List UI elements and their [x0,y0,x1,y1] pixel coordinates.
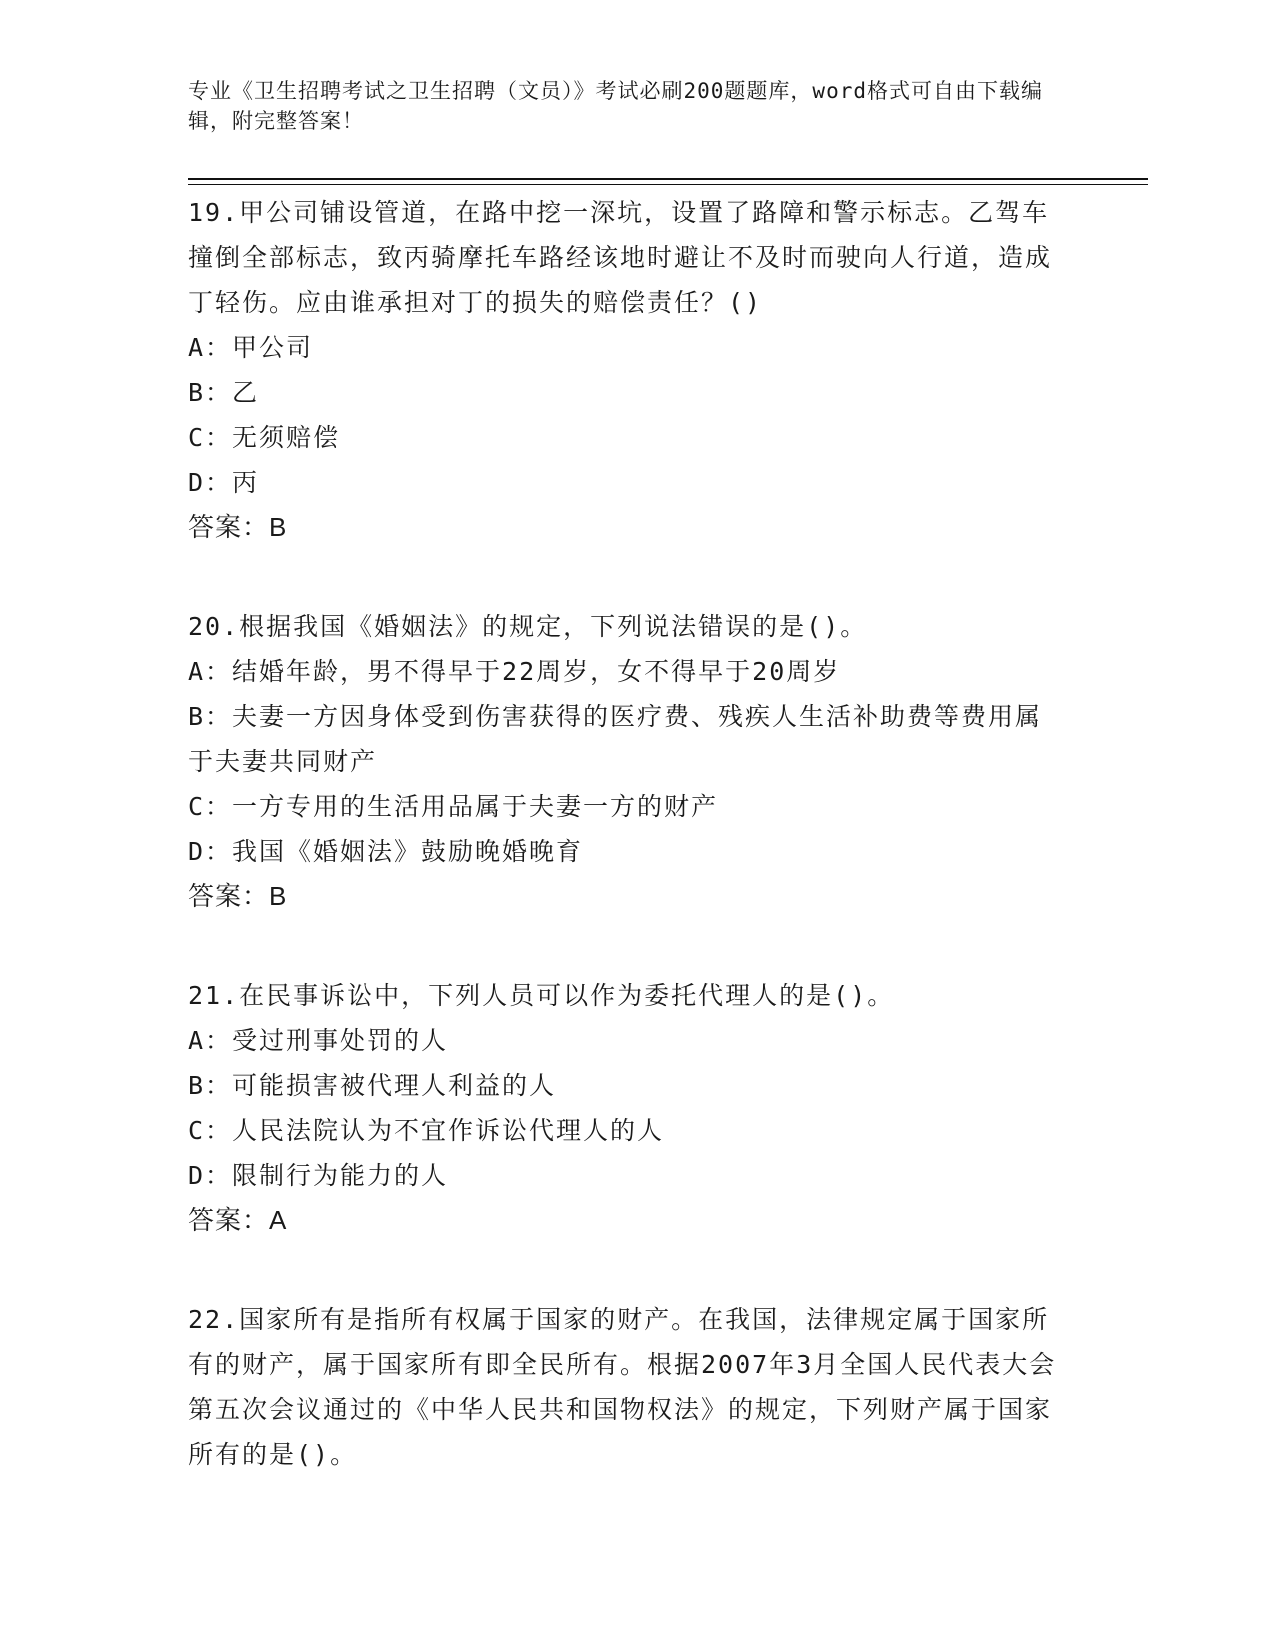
question-20 [188,604,1068,919]
question-22 [188,1297,1068,1477]
header-divider-thin [188,184,1148,185]
option-a: A：甲公司 [188,333,314,362]
question-stem: 19.甲公司铺设管道，在路中挖一深坑，设置了路障和警示标志。乙驾车撞倒全部标志，致丙骑摩托车路经该地时避让不及时而驶向人行道，造成丁轻伤。应由谁承担对丁的损失的赔偿责任？() [188,198,1053,317]
document-header: 专业《卫生招聘考试之卫生招聘（文员）》考试必刷200题题库，word格式可自由下载编辑，附完整答案！ [188,79,1043,133]
option-c: C：无须赔偿 [188,423,341,452]
question-stem: 20.根据我国《婚姻法》的规定，下列说法错误的是()。 [188,612,868,641]
option-b: B：夫妻一方因身体受到伤害获得的医疗费、残疾人生活补助费等费用属于夫妻共同财产 [188,702,1043,776]
question-list [188,190,1068,1477]
option-a: A：结婚年龄，男不得早于22周岁，女不得早于20周岁 [188,657,841,686]
option-d: D：我国《婚姻法》鼓励晚婚晚育 [188,837,584,866]
question-stem: 22.国家所有是指所有权属于国家的财产。在我国，法律规定属于国家所有的财产，属于国家所有即全民所有。根据2007年3月全国人民代表大会第五次会议通过的《中华人民共和国物权法》的规定，下列财产属于国家所有的是()。 [188,1305,1057,1469]
option-d: D：限制行为能力的人 [188,1161,449,1190]
option-c: C：人民法院认为不宜作诉讼代理人的人 [188,1116,665,1145]
answer: 答案：A [188,1205,288,1235]
header-divider-thick [188,178,1148,180]
option-b: B：可能损害被代理人利益的人 [188,1071,557,1100]
option-c: C：一方专用的生活用品属于夫妻一方的财产 [188,792,719,821]
question-19 [188,190,1068,550]
option-a: A：受过刑事处罚的人 [188,1026,449,1055]
answer: 答案：B [188,512,288,542]
question-stem: 21.在民事诉讼中，下列人员可以作为委托代理人的是()。 [188,981,895,1010]
option-b: B：乙 [188,378,260,407]
answer: 答案：B [188,881,288,911]
question-21 [188,973,1068,1243]
option-d: D：丙 [188,468,260,497]
